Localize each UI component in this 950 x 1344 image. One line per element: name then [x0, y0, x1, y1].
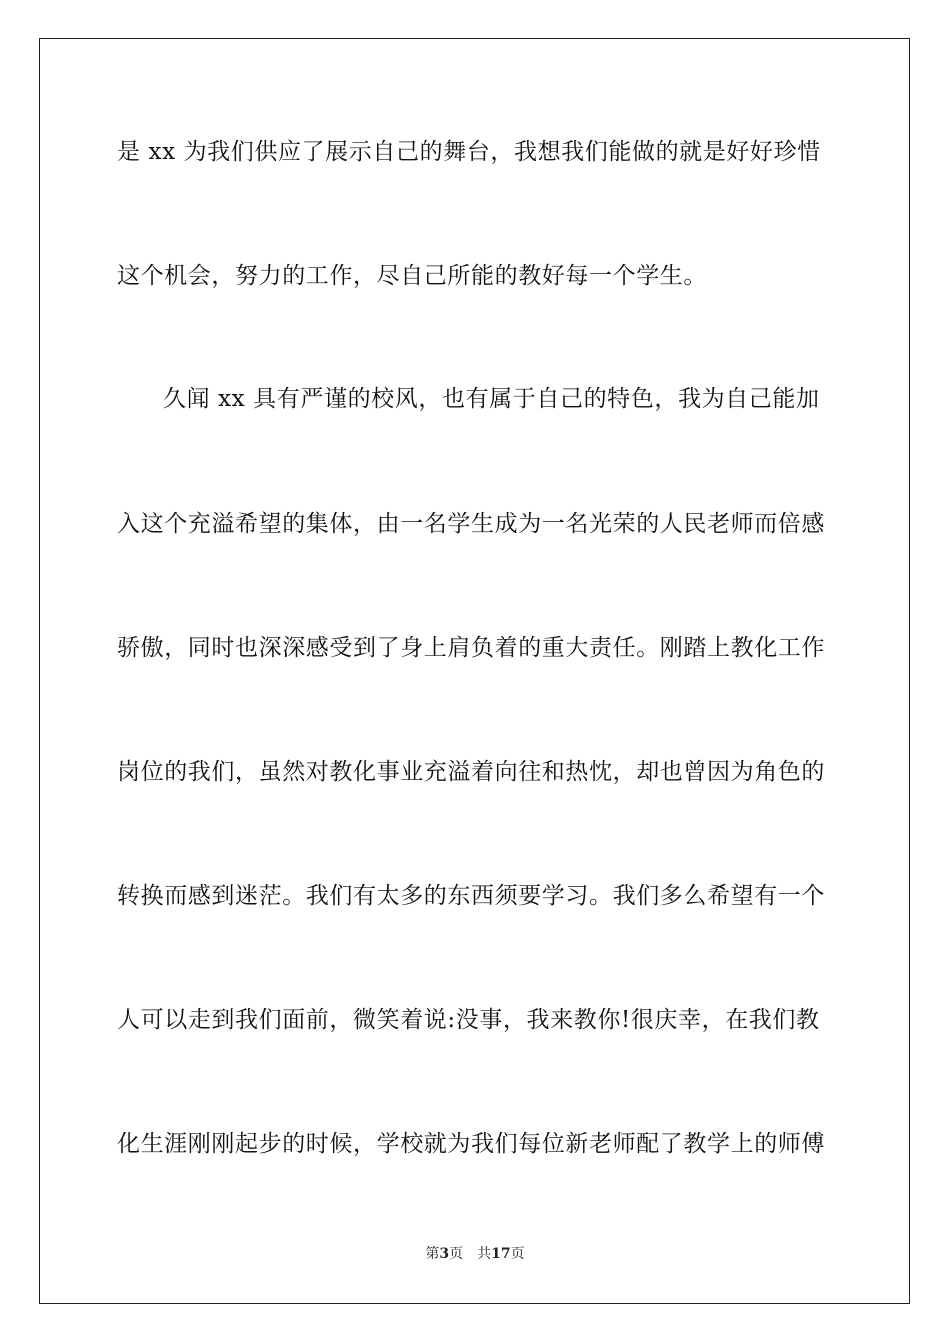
- text-line-3: 久闻 xx 具有严谨的校风，也有属于自己的特色，我为自己能加: [163, 386, 820, 412]
- text-line-1: 是 xx 为我们供应了展示自己的舞台，我想我们能做的就是好好珍惜: [117, 139, 821, 165]
- page-border: [39, 38, 910, 1304]
- text-line-6: 岗位的我们，虽然对教化事业充溢着向往和热忱，却也曾因为角色的: [117, 759, 825, 785]
- page-number: 3: [439, 1246, 450, 1262]
- page-suffix: 页: [449, 1246, 464, 1262]
- text-line-8: 人可以走到我们面前，微笑着说:没事，我来教你!很庆幸，在我们教: [117, 1007, 820, 1033]
- text-line-2: 这个机会，努力的工作，尽自己所能的教好每一个学生。: [117, 263, 707, 289]
- text-line-4: 入这个充溢希望的集体，由一名学生成为一名光荣的人民老师而倍感: [117, 511, 825, 537]
- text-line-7: 转换而感到迷茫。我们有太多的东西须要学习。我们多么希望有一个: [117, 883, 825, 909]
- page-prefix: 第: [425, 1246, 440, 1262]
- text-line-5: 骄傲，同时也深深感受到了身上肩负着的重大责任。刚踏上教化工作: [117, 635, 825, 661]
- total-suffix: 页: [510, 1246, 525, 1262]
- total-prefix: 共: [477, 1246, 492, 1262]
- page-footer: [0, 1245, 950, 1263]
- total-pages: 17: [491, 1246, 511, 1262]
- text-line-9: 化生涯刚刚起步的时候，学校就为我们每位新老师配了教学上的师傅: [117, 1131, 825, 1157]
